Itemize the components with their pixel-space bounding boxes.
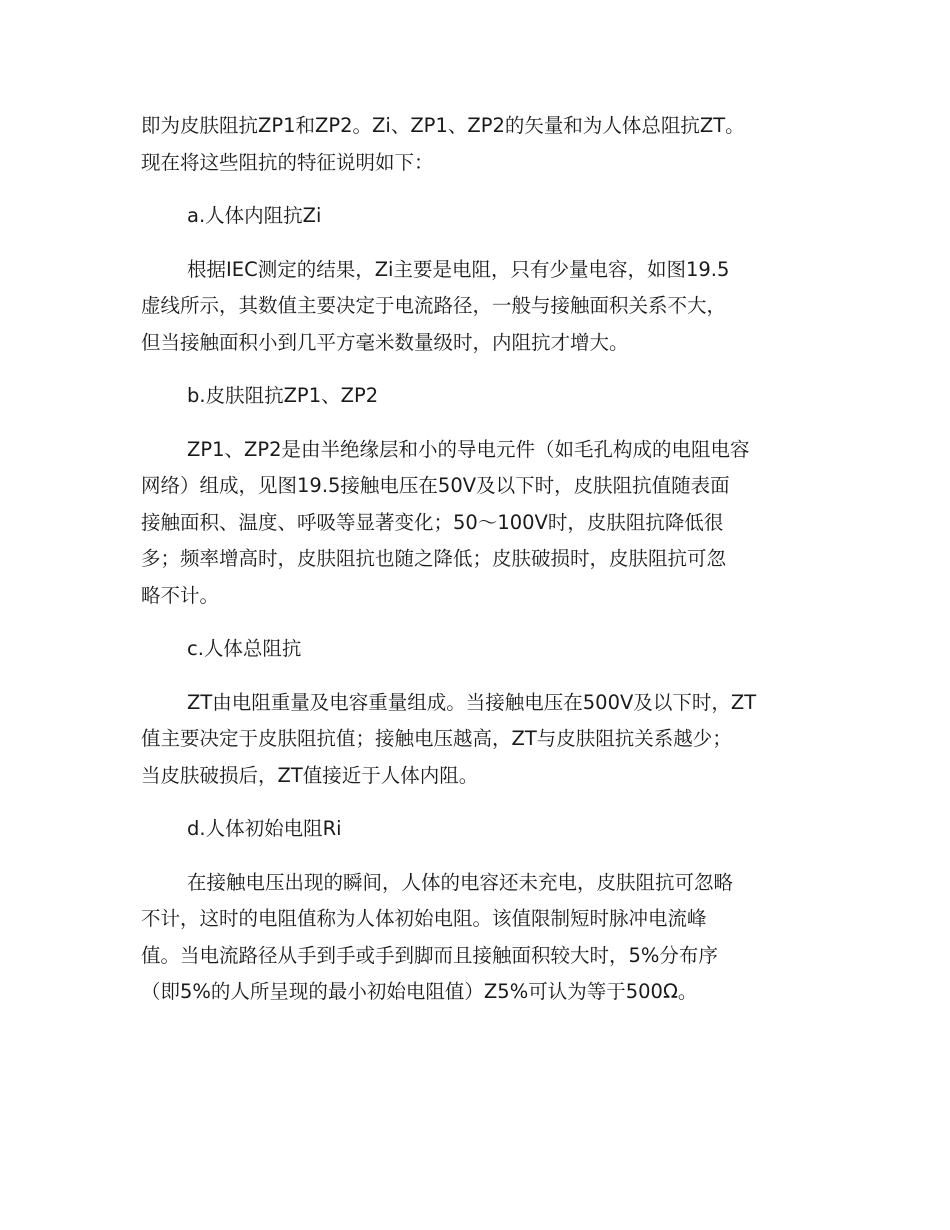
section-c-heading: c.人体总阻抗 [187, 637, 302, 660]
section-a-paragraph: 根据IEC测定的结果，Zi主要是电阻，只有少量电容，如图19.5 虚线所示，其数值主要决定于电流路径，一般与接触面积关系不大， 但当接触面积小到几平方毫米数量级时，内阻抗才增大。 [141, 257, 730, 354]
section-b-paragraph: ZP1、ZP2是由半绝缘层和小的导电元件（如毛孔构成的电阻电容 网络）组成，见图19.5接触电压在50V及以下时，皮肤阻抗值随表面 接触面积、温度、呼吸等显著变化；50～100V时，皮肤阻抗降低很 多；频率增高时，皮肤阻抗也随之降低；皮肤破损时，皮肤阻抗可忽 略不计。 [141, 437, 750, 607]
section-c-paragraph: ZT由电阻重量及电容重量组成。当接触电压在500V及以下时，ZT 值主要决定于皮肤阻抗值；接触电压越高，ZT与皮肤阻抗关系越少； 当皮肤破损后，ZT值接近于人体内阻。 [141, 690, 757, 787]
section-a-heading: a.人体内阻抗Zi [187, 204, 322, 227]
section-d-paragraph: 在接触电压出现的瞬间，人体的电容还未充电，皮肤阻抗可忽略 不计，这时的电阻值称为人体初始电阻。该值限制短时脉冲电流峰 值。当电流路径从手到手或手到脚而且接触面积较大时，5%分布序 （即5%的人所呈现的最小初始电阻值）Z5%可认为等于500Ω。 [141, 870, 734, 1003]
intro-paragraph: 即为皮肤阻抗ZP1和ZP2。Zi、ZP1、ZP2的矢量和为人体总阻抗ZT。 现在将这些阻抗的特征说明如下： [141, 114, 745, 174]
section-b-heading: b.皮肤阻抗ZP1、ZP2 [187, 384, 379, 407]
document-body [141, 108, 811, 1028]
section-d-heading: d.人体初始电阻Ri [187, 817, 342, 840]
